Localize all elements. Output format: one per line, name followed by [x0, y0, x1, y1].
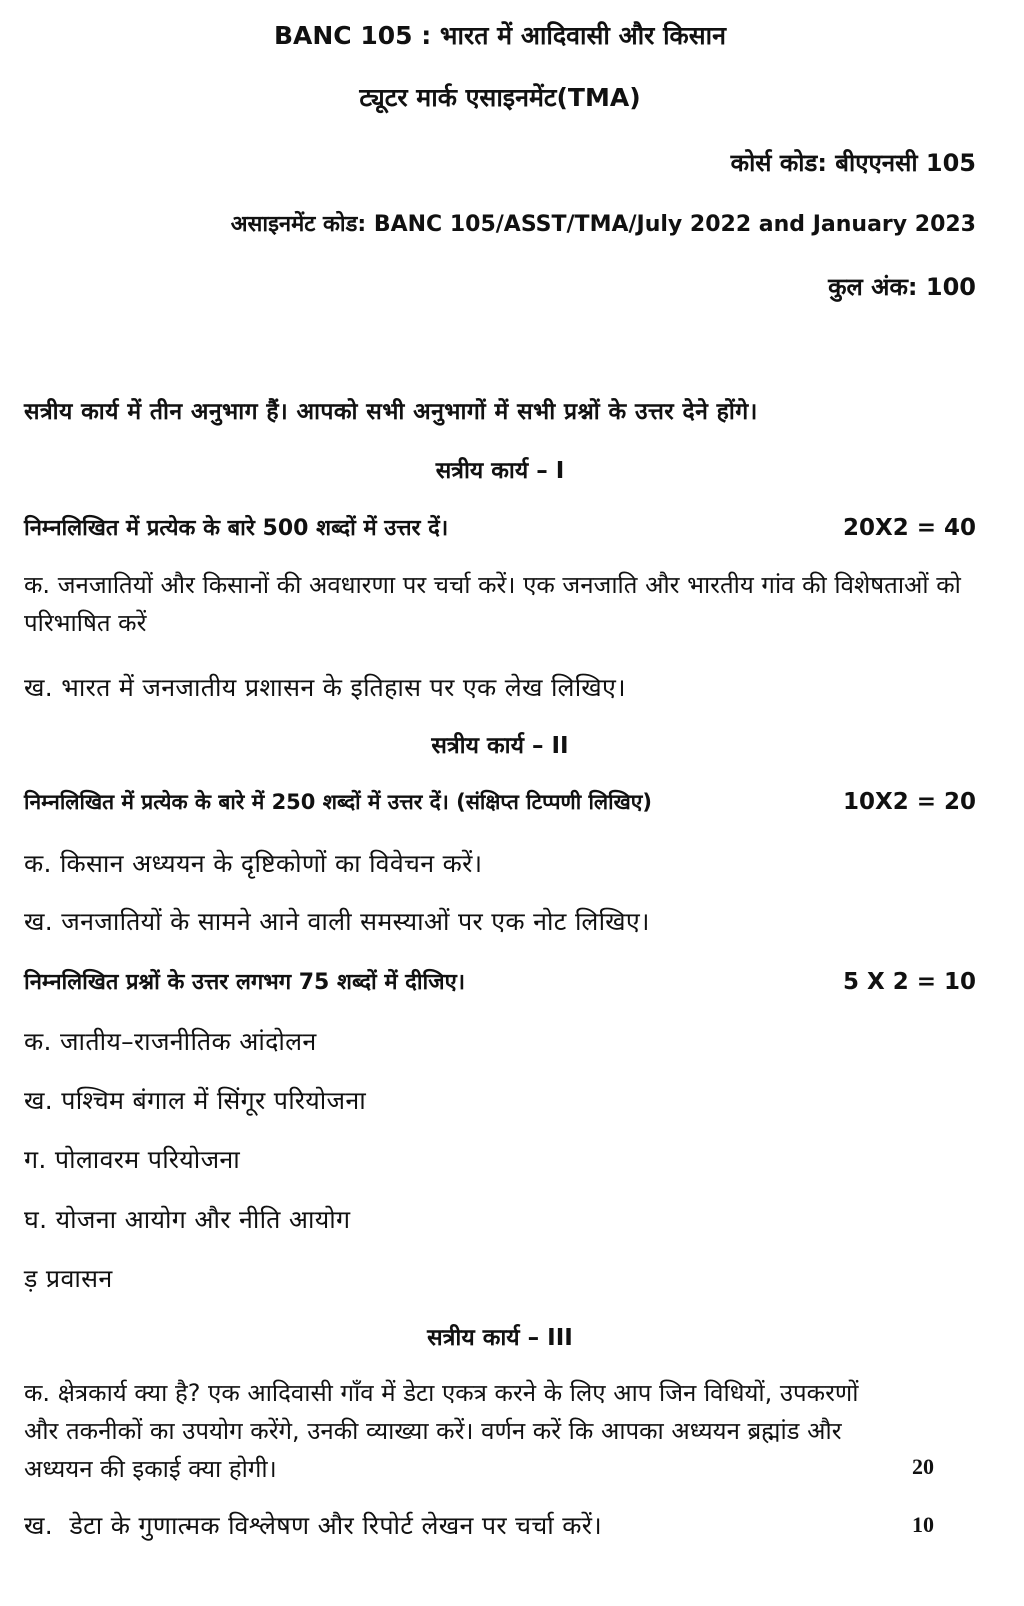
section-2-prompt-2-row: [24, 966, 976, 996]
list-item: क. जातीय–राजनीतिक आंदोलन: [24, 1027, 317, 1056]
section-1-question-1: क. जनजातियों और किसानों की अवधारणा पर चर्चा करें। एक जनजाति और भारतीय गांव की विशेषताओं को परिभाषित करें: [24, 571, 961, 637]
section-2-prompt-2: निम्नलिखित प्रश्नों के उत्तर लगभग 75 शब्दों में दीजिए।: [24, 970, 466, 995]
section-2-question-2: ख. जनजातियों के सामने आने वाली समस्याओं पर एक नोट लिखिए।: [24, 907, 650, 936]
instructions: सत्रीय कार्य में तीन अनुभाग हैं। आपको सभी अनुभागों में सभी प्रश्नों के उत्तर देने होंगे।: [24, 399, 758, 425]
course-code: कोर्स कोड: बीएएनसी 105: [730, 149, 976, 177]
section-2-prompt-row: [24, 788, 976, 816]
list-item: ग. पोलावरम परियोजना: [24, 1145, 241, 1174]
list-item: ख. पश्चिम बंगाल में सिंगूर परियोजना: [24, 1086, 367, 1115]
document-subtitle: ट्यूटर मार्क एसाइनमेंट(TMA): [359, 83, 641, 112]
section-2-question-1: क. किसान अध्ययन के दृष्टिकोणों का विवेचन करें।: [24, 849, 483, 878]
total-marks: कुल अंक: 100: [828, 273, 976, 301]
assignment-code: असाइनमेंट कोड: BANC 105/ASST/TMA/July 2022 and January 2023: [230, 212, 976, 237]
section-1-marks: 20X2 = 40: [842, 515, 976, 541]
section-1-prompt: निम्नलिखित में प्रत्येक के बारे 500 शब्दों में उत्तर दें।: [24, 516, 449, 541]
section-3-question-1: क. क्षेत्रकार्य क्या है? एक आदिवासी गाँव में डेटा एकत्र करने के लिए आप जिन विधियों, उपकरणों और तकनीकों का उपयोग करेंगे, उनकी व्याख्या करें। वर्णन करें कि आपका अध्ययन ब्रह्मांड और अध्ययन की इकाई क्या होगी।: [24, 1379, 859, 1483]
section-3-question-2-marks: 10: [912, 1512, 934, 1537]
section-1-heading: सत्रीय कार्य – I: [435, 458, 565, 484]
section-1-prompt-row: [24, 512, 976, 542]
document-title: BANC 105 : भारत में आदिवासी और किसान: [273, 21, 727, 50]
list-item: ड़ प्रवासन: [24, 1264, 113, 1293]
section-3-heading: सत्रीय कार्य – III: [427, 1325, 573, 1351]
section-3-question-2: ख. डेटा के गुणात्मक विश्लेषण और रिपोर्ट लेखन पर चर्चा करें।: [24, 1511, 603, 1540]
section-2-marks-2: 5 X 2 = 10: [842, 969, 976, 995]
section-2-marks: 10X2 = 20: [842, 789, 976, 815]
list-item: घ. योजना आयोग और नीति आयोग: [24, 1205, 351, 1234]
section-1-question-2: ख. भारत में जनजातीय प्रशासन के इतिहास पर एक लेख लिखिए।: [24, 673, 626, 702]
section-2-heading: सत्रीय कार्य – II: [431, 733, 569, 759]
section-2-prompt: निम्नलिखित में प्रत्येक के बारे में 250 शब्दों में उत्तर दें। (संक्षिप्त टिप्पणी लिखिए): [24, 790, 652, 814]
section-3-question-1-marks: 20: [912, 1454, 934, 1479]
